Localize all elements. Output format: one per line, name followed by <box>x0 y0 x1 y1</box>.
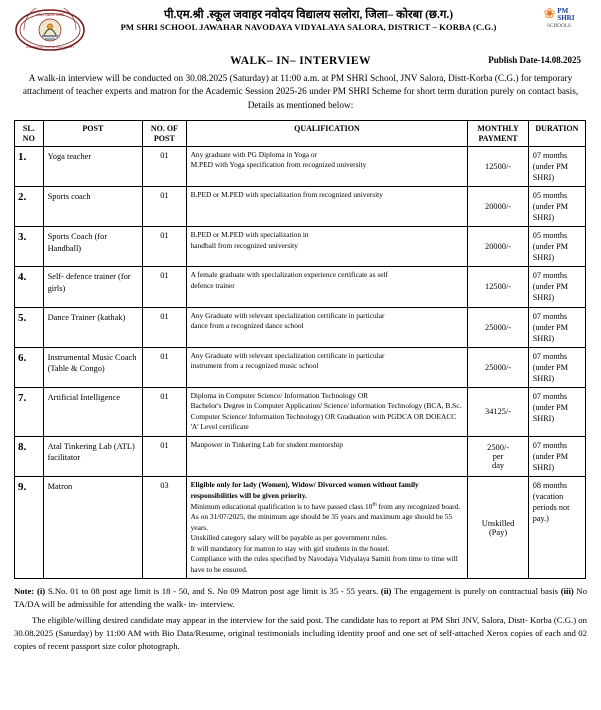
row-qualification <box>186 347 468 387</box>
row-duration: 07 months (under PM SHRI) <box>528 436 585 476</box>
row-duration: 07 months (under PM SHRI) <box>528 307 585 347</box>
table-row <box>15 186 586 226</box>
row-post-name: Self- defence trainer (for girls) <box>43 267 143 307</box>
table-row <box>15 267 586 307</box>
pm-shri-subtitle: SCHOOLS <box>547 23 571 29</box>
row-sl-no: 1. <box>15 146 44 186</box>
pm-shri-logo <box>531 8 587 29</box>
row-monthly-payment: 20000/- <box>468 186 528 226</box>
row-no-of-post: 01 <box>143 227 186 267</box>
col-post: POST <box>43 121 143 146</box>
table-row <box>15 307 586 347</box>
row-qualification-text: B.PED or M.PED with specialization in handball from recognized university <box>190 230 309 250</box>
table-row <box>15 387 586 436</box>
row-no-of-post: 01 <box>143 146 186 186</box>
notes-block <box>14 585 587 611</box>
row-qualification-highlight: Eligible only for lady (Women), Widow/ Divorced women without family responsibilities will be given priority. <box>190 480 419 500</box>
pm-shri-line1: PM <box>557 7 569 15</box>
table-row <box>15 146 586 186</box>
row-sl-no: 2. <box>15 186 44 226</box>
row-sl-no: 5. <box>15 307 44 347</box>
col-monthly-payment: MONTHLY PAYMENT <box>468 121 528 146</box>
navodaya-vidyalaya-samiti-emblem <box>14 8 86 50</box>
row-post-name: Dance Trainer (kathak) <box>43 307 143 347</box>
table-header-row <box>15 121 586 146</box>
row-monthly-payment: 25000/- <box>468 307 528 347</box>
row-monthly-payment: 34125/- <box>468 387 528 436</box>
note-ii-text: The engagement is purely on contractual basis <box>393 586 559 597</box>
row-no-of-post: 01 <box>143 267 186 307</box>
row-duration: 08 months (vacation periods not pay.) <box>528 477 585 579</box>
row-qualification <box>186 227 468 267</box>
row-qualification <box>186 267 468 307</box>
row-sl-no: 8. <box>15 436 44 476</box>
row-qualification-text: Any graduate with PG Diploma in Yoga or M.PED with Yoga specification from recognized university <box>190 149 367 170</box>
row-sl-no: 6. <box>15 347 44 387</box>
row-post-name: Matron <box>43 477 143 579</box>
row-post-name: Artificial Intelligence <box>43 387 143 436</box>
row-sl-no: 4. <box>15 267 44 307</box>
row-qualification-text: A female graduate with specialization experience certificate as self defence trainer <box>190 270 388 290</box>
row-duration: 05 months (under PM SHRI) <box>528 186 585 226</box>
school-title-block <box>92 8 525 33</box>
note-ii-label: (ii) <box>380 586 392 597</box>
row-monthly-payment: 12500/- <box>468 267 528 307</box>
row-post-name: Sports Coach (for Handball) <box>43 227 143 267</box>
row-qualification-text: Minimum educational qualification is to have passed class 10th from any recognized board. As on 31/07/2025, the minimum age should be 35 years and maximum age should be 55 years. Unskilled category salary will be payable as per government rules. It will mandatory for matron to stay with girl students in the hostel. Compliance with the rules specified by Navodaya Vidyalaya Samiti from time to time will have to be ensured. <box>190 501 461 574</box>
lotus-icon: ❀ <box>543 7 556 22</box>
row-duration: 05 months (under PM SHRI) <box>528 227 585 267</box>
intro-paragraph: A walk-in interview will be conducted on 30.08.2025 (Saturday) at 11:00 a.m. at PM SHRI School, JNV Salora, Distt-Korba (C.G.) for temporary attachment of teacher experts and matron for the Academic Session 2025-26 under PM SHRI Scheme for short term duration purely on contact basis, Details as mentioned below: <box>22 74 579 111</box>
row-no-of-post: 01 <box>143 186 186 226</box>
row-monthly-payment: 2500/- per day <box>468 436 528 476</box>
col-sl-no: SL. NO <box>15 121 44 146</box>
row-qualification <box>186 186 468 226</box>
row-monthly-payment: Unskilled (Pay) <box>468 477 528 579</box>
row-monthly-payment: 20000/- <box>468 227 528 267</box>
row-no-of-post: 01 <box>143 387 186 436</box>
note-iii-label: (iii) <box>560 586 574 597</box>
row-qualification <box>186 307 468 347</box>
row-monthly-payment: 12500/- <box>468 146 528 186</box>
row-post-name: Yoga teacher <box>43 146 143 186</box>
svg-text:NAVODAYA VIDYALAYA SAMITI: NAVODAYA VIDYALAYA SAMITI <box>26 45 74 49</box>
row-qualification-text: Diploma in Computer Science/ Information Technology OR Bachelor's Degree in Computer Application/ Science/ information Technology (BCA, B.Sc. Computer Science/ Information Technology) OR Graduation with PGDCA OR DOEACC 'A' Level certificate <box>190 390 462 432</box>
row-duration: 07 months (under PM SHRI) <box>528 146 585 186</box>
note-label: Note: <box>14 586 35 597</box>
svg-text:नवोदय विद्यालय समिति: नवोदय विद्यालय समिति <box>35 13 65 17</box>
table-row <box>15 477 586 579</box>
table-row <box>15 436 586 476</box>
note-i-text: S.No. 01 to 08 post age limit is 18 - 50, and S. No 09 Matron post age limit is 35 - 55 years. <box>47 586 379 597</box>
row-qualification-text: Manpower in Tinkering Lab for student mentorship <box>190 439 343 449</box>
row-sl-no: 7. <box>15 387 44 436</box>
row-monthly-payment: 25000/- <box>468 347 528 387</box>
publish-date: Publish Date-14.08.2025 <box>488 55 581 65</box>
row-sl-no: 9. <box>15 477 44 579</box>
vacancy-table <box>14 120 586 579</box>
row-qualification <box>186 387 468 436</box>
school-title-english: PM SHRI SCHOOL JAWAHAR NAVODAYA VIDYALAYA SALORA, DISTRICT – KORBA (C.G.) <box>120 22 497 33</box>
row-qualification-text: B.PED or M.PED with specialization from recognized university <box>190 189 383 199</box>
row-qualification-text: Any Graduate with relevant specialization certificate in particular instrument from a recognized music school <box>190 350 385 371</box>
walkin-title: WALK– IN– INTERVIEW <box>230 55 371 67</box>
table-row <box>15 347 586 387</box>
row-duration: 07 months (under PM SHRI) <box>528 347 585 387</box>
note-iii-text: No TA/DA will be admissible for attending the walk- in- interview. <box>14 586 588 610</box>
row-sl-no: 3. <box>15 227 44 267</box>
row-qualification <box>186 436 468 476</box>
pm-shri-line2: SHRI <box>557 14 575 22</box>
row-post-name: Instrumental Music Coach (Table & Congo) <box>43 347 143 387</box>
walkin-title-row <box>14 55 587 67</box>
row-no-of-post: 03 <box>143 477 186 579</box>
row-qualification <box>186 477 468 579</box>
row-qualification <box>186 146 468 186</box>
note-i-label: (i) <box>36 586 46 597</box>
row-post-name: Atal Tinkering Lab (ATL) facilitator <box>43 436 143 476</box>
col-qualification: QUALIFICATION <box>186 121 468 146</box>
row-post-name: Sports coach <box>43 186 143 226</box>
row-no-of-post: 01 <box>143 436 186 476</box>
row-duration: 07 months (under PM SHRI) <box>528 387 585 436</box>
row-qualification-text: Any Graduate with relevant specialization certificate in particular dance from a recognized dance school <box>190 310 385 331</box>
col-no-of-post: NO. OF POST <box>143 121 186 146</box>
school-title-hindi: पी.एम.श्री .स्कूल जवाहर नवोदय विद्यालय सलोरा, जिला– कोरबा (छ.ग.) <box>163 9 454 21</box>
row-no-of-post: 01 <box>143 307 186 347</box>
row-duration: 07 months (under PM SHRI) <box>528 267 585 307</box>
col-duration: DURATION <box>528 121 585 146</box>
table-row <box>15 227 586 267</box>
vacancy-table-body <box>15 146 586 578</box>
row-no-of-post: 01 <box>143 347 186 387</box>
document-header <box>14 8 587 50</box>
application-instructions: The eligible/willing desired candidate may appear in the interview for the said post. The candidate has to report at PM Shri JNV, Salora, Distt- Korba (C.G.) on 30.08.2025 (Saturday) by 11:00 AM with Bio Data/Resume, original testimonials including identity proof and one set of self-attached Xerox copies of each and 02 copies of recent passport size color photograph. <box>14 615 587 652</box>
